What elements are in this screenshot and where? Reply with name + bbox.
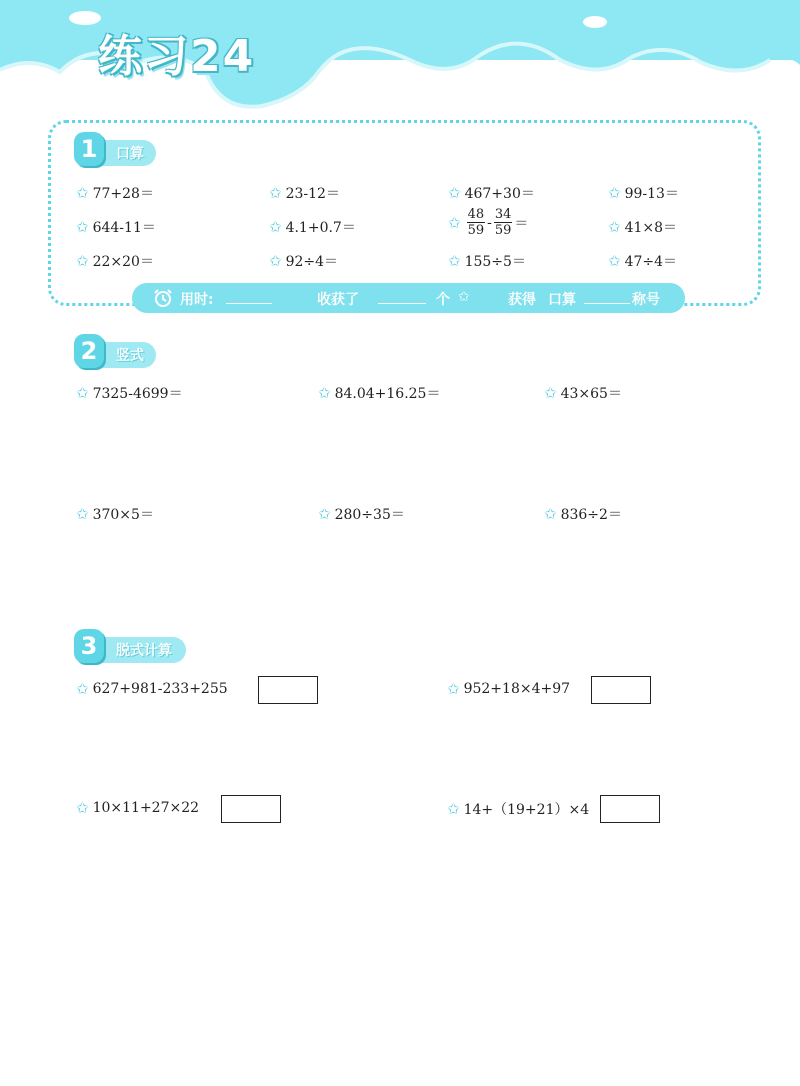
section-number: 1 [74, 132, 104, 166]
star-icon: ✩ [447, 800, 460, 818]
star-icon: ✩ [318, 505, 331, 523]
answer-box[interactable] [600, 795, 660, 823]
star-icon: ✩ [608, 252, 621, 270]
star-icon: ✩ [544, 384, 557, 402]
title-label: 口算 [548, 292, 576, 308]
star-icon: ✩ [76, 218, 89, 236]
problem-item: ✩ 7325-4699＝ [76, 384, 183, 402]
problem-item: ✩ 952+18×4+97 [447, 680, 571, 698]
star-icon: ✩ [448, 184, 461, 202]
problem-item: ✩ 627+981-233+255 [76, 680, 228, 698]
star-icon: ✩ [76, 680, 89, 698]
star-icon: ✩ [76, 184, 89, 202]
star-icon: ✩ [76, 799, 89, 817]
alarm-clock-icon [152, 288, 174, 308]
section-label: 口算 [116, 146, 144, 162]
problem-item: ✩ 23-12＝ [269, 184, 340, 202]
fraction: $\frac{48}{59}$ [467, 207, 485, 238]
title-suffix: 称号 [632, 292, 660, 308]
star-icon: ✩ [318, 384, 331, 402]
star-icon: ✩ [76, 252, 89, 270]
problem-item: ✩ 644-11＝ [76, 218, 156, 236]
problem-item: ✩ 22×20＝ [76, 252, 154, 270]
star-icon: ✩ [76, 384, 89, 402]
problem-item: ✩ 836÷2＝ [544, 505, 622, 523]
problem-item: ✩ 77+28＝ [76, 184, 154, 202]
fraction-problem: ✩ $\frac{48}{59}$ - $\frac{34}{59}$ ＝ [448, 207, 529, 238]
section-1-header [78, 135, 156, 166]
problem-item: ✩ 370×5＝ [76, 505, 154, 523]
problem-item: ✩ 467+30＝ [448, 184, 535, 202]
harvest-label: 收获了 [317, 292, 359, 308]
problem-item: ✩ 41×8＝ [608, 218, 678, 236]
section-3-header [78, 632, 186, 663]
time-blank[interactable] [226, 291, 272, 304]
problem-item: ✩ 99-13＝ [608, 184, 679, 202]
answer-box[interactable] [258, 676, 318, 704]
star-icon: ✩ [448, 252, 461, 270]
section-number: 3 [74, 629, 104, 663]
star-icon: ✩ [544, 505, 557, 523]
problem-item: ✩ 43×65＝ [544, 384, 622, 402]
section-label: 脱式计算 [116, 643, 172, 659]
star-icon: ✩ [76, 505, 89, 523]
star-icon: ✩ [608, 218, 621, 236]
problem-item: ✩ 280÷35＝ [318, 505, 405, 523]
section-number: 2 [74, 334, 104, 368]
problem-item: ✩ 4.1+0.7＝ [269, 218, 356, 236]
answer-box[interactable] [591, 676, 651, 704]
star-icon: ✩ [448, 213, 461, 232]
page-title: 练习24 [98, 31, 256, 82]
answer-box[interactable] [221, 795, 281, 823]
star-icon: ✩ [447, 680, 460, 698]
time-label: 用时: [180, 292, 214, 308]
problem-item: ✩ 10×11+27×22 [76, 799, 200, 817]
problem-item: ✩ 155÷5＝ [448, 252, 526, 270]
star-count-blank[interactable] [378, 291, 426, 304]
star-icon: ✩ [269, 184, 282, 202]
problem-item: ✩ 14+（19+21）×4 [447, 800, 590, 818]
problem-item: ✩ 47÷4＝ [608, 252, 678, 270]
problem-item: ✩ 92÷4＝ [269, 252, 339, 270]
score-status-bar [132, 283, 685, 313]
star-icon: ✩ [269, 218, 282, 236]
fraction: $\frac{34}{59}$ [494, 207, 512, 238]
star-icon: ✩ [458, 289, 470, 305]
section-label: 竖式 [116, 348, 144, 364]
get-label: 获得 [508, 292, 536, 308]
problem-item: ✩ 84.04+16.25＝ [318, 384, 441, 402]
star-icon: ✩ [608, 184, 621, 202]
title-blank[interactable] [584, 291, 630, 304]
star-icon: ✩ [269, 252, 282, 270]
section-2-header [78, 337, 156, 368]
unit-label: 个 [436, 292, 450, 308]
